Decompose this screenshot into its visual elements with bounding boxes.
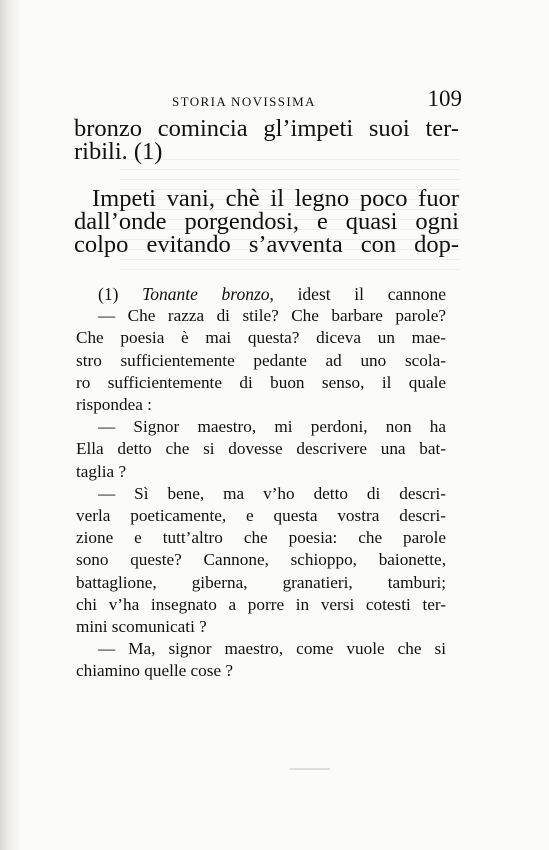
footnote-line: sono queste? Cannone, schioppo, baionette,	[76, 550, 446, 570]
footnote-line: chiamino quelle cose ?	[76, 661, 234, 681]
continued-paragraph	[74, 117, 459, 163]
footnote-line: Ella detto che si dovesse descrivere una bat-	[76, 439, 446, 459]
text-line: Impeti vani, chè il legno poco fuor	[92, 185, 459, 212]
footnote-heading	[76, 283, 446, 305]
footnote-gloss: , idest il cannone	[269, 284, 447, 304]
footnote-line: battaglione, giberna, granatieri, tamburi;	[76, 572, 446, 592]
footnote-line: stro sufficientemente pedante ad uno scola-	[76, 350, 446, 370]
running-head: STORIA NOVISSIMA	[172, 94, 316, 109]
paragraph	[74, 187, 459, 256]
footnote-line: — Sì bene, ma v’ho detto di descri-	[98, 483, 446, 503]
footnote-line: ro sufficientemente di buon senso, il quale	[76, 372, 446, 392]
footnote	[76, 283, 446, 683]
footnote-line: verla poeticamente, e questa vostra descri-	[76, 506, 446, 526]
footnote-line: — Che razza di stile? Che barbare parole?	[98, 306, 446, 326]
footnote-line: — Ma, signor maestro, come vuole che si	[98, 639, 446, 659]
text-line: colpo evitando s’avventa con dop-	[74, 231, 459, 258]
footnote-line: chi v’ha insegnato a porre in versi cotesti ter-	[76, 594, 446, 614]
footnote-line: rispondea :	[76, 395, 152, 415]
footnote-line: taglia ?	[76, 461, 127, 481]
page-number: 109	[427, 86, 462, 111]
text-line: ribili. (1)	[74, 138, 163, 165]
page-header	[172, 86, 462, 116]
page-gutter-shadow	[0, 0, 22, 850]
footnote-term: Tonante bronzo	[142, 284, 270, 304]
paper-mark	[290, 768, 330, 770]
footnote-line: — Signor maestro, mi perdoni, non ha	[98, 417, 446, 437]
footnote-marker: (1)	[98, 284, 119, 304]
text-line: bronzo comincia gl’impeti suoi ter-	[74, 115, 459, 142]
footnote-line: mini scomunicati ?	[76, 617, 207, 637]
footnote-line: Che poesia è mai questa? diceva un mae-	[76, 328, 446, 348]
text-line: dall’onde porgendosi, e quasi ogni	[74, 208, 459, 235]
footnote-line: zione e tutt’altro che poesia: che parole	[76, 528, 446, 548]
